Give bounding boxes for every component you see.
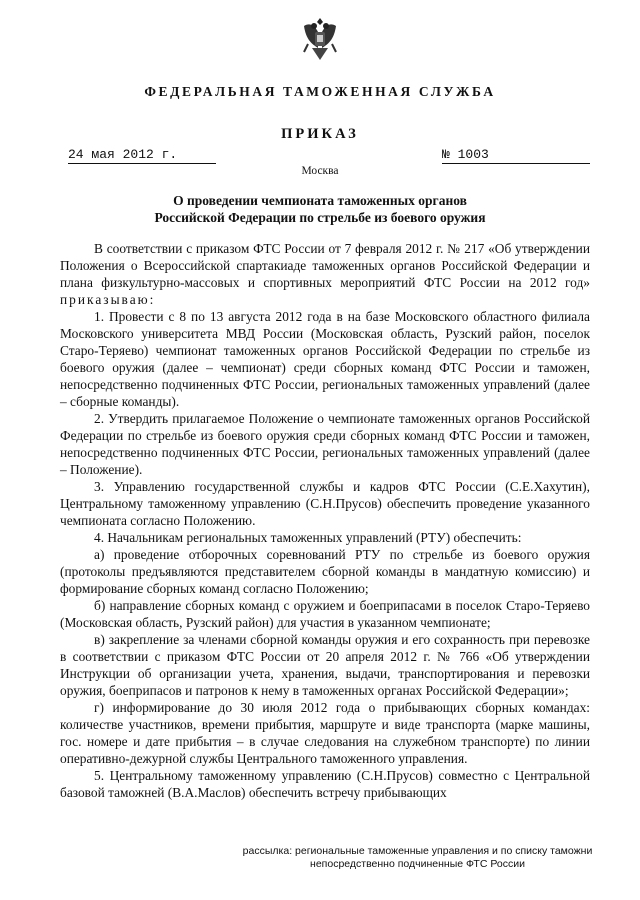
preamble-paragraph	[60, 240, 590, 308]
order-number: № 1003	[442, 147, 590, 164]
paragraph-4b: б) направление сборных команд с оружием и боеприпасами в поселок Старо-Теряево (Московская область, Рузский район) для участия в указанном чемпионате;	[60, 598, 590, 630]
mailing-line-2: непосредственно подчиненные ФТС России	[310, 858, 525, 870]
order-date: 24 мая 2012 г.	[68, 147, 216, 164]
document-type: ПРИКАЗ	[281, 126, 359, 142]
order-verb: приказываю:	[60, 292, 156, 307]
order-subject	[60, 193, 580, 226]
paragraph-5: 5. Центральному таможенному управлению (С.Н.Прусов) совместно с Центральной базовой таможней (В.А.Маслов) обеспечить встречу прибывающих	[60, 768, 590, 800]
double-headed-eagle-emblem-icon	[300, 14, 340, 62]
paragraph-4: 4. Начальникам региональных таможенных управлений (РТУ) обеспечить:	[94, 530, 522, 545]
mailing-list-note	[210, 845, 625, 871]
preamble-text: В соответствии с приказом ФТС России от 7 февраля 2012 г. № 217 «Об утверждении Положения о Всероссийской спартакиаде таможенных органов Российской Федерации и плана физкультурно-массовых и спортивных мероприятий ФТС России на 2012 год»	[60, 241, 590, 290]
subject-line-2: Российской Федерации по стрельбе из боевого оружия	[154, 209, 486, 225]
paragraph-4a: а) проведение отборочных соревнований РТУ по стрельбе из боевого оружия (протоколы предъявляются представителем сборной команды в мандатную комиссию) и формирование сборных команд согласно Положению;	[60, 547, 590, 596]
agency-name: ФЕДЕРАЛЬНАЯ ТАМОЖЕННАЯ СЛУЖБА	[144, 84, 496, 99]
subject-line-1: О проведении чемпионата таможенных органов	[173, 193, 467, 208]
paragraph-4d: г) информирование до 30 июля 2012 года о прибывающих сборных командах: количестве участников, времени прибытия, маршруте и виде транспорта (марке машины, гос. номере и дате прибытия – в случае следования на служебном транспорте) по линии оперативно-дежурной службы Центрального таможенного управления.	[60, 700, 590, 766]
paragraph-4c: в) закрепление за членами сборной команды оружия и его сохранность при перевозке в соответствии с приказом ФТС России от 20 апреля 2012 г. № 766 «Об утверждении Инструкции об организации учета, хранения, выдачи, транспортирования и перевозки оружия, боеприпасов и патронов к нему в таможенных органах Российской Федерации»;	[60, 632, 590, 698]
mailing-line-1: рассылка: региональные таможенные управления и по списку таможни	[242, 845, 593, 857]
paragraph-3: 3. Управлению государственной службы и кадров ФТС России (С.Е.Хахутин), Центральному таможенному управлению (С.Н.Прусов) обеспечить проведение указанного чемпионата согласно Положению.	[60, 479, 590, 528]
paragraph-1: 1. Провести с 8 по 13 августа 2012 года в на базе Московского областного филиала Московского университета МВД России (Московская область, Рузский район, поселок Старо-Теряево) чемпионат таможенных органов Российской Федерации по стрельбе из боевого оружия (далее – чемпионат) среди сборных команд ФТС России и таможен, непосредственно подчиненных ФТС России, региональных таможенных управлений (далее – сборные команды).	[60, 309, 590, 409]
issue-city: Москва	[301, 165, 339, 177]
order-body	[60, 240, 590, 801]
paragraph-2: 2. Утвердить прилагаемое Положение о чемпионате таможенных органов Российской Федерации по стрельбе из боевого оружия среди сборных команд ФТС России и таможен, непосредственно подчиненных ФТС России, региональных таможенных управлений (далее – Положение).	[60, 411, 590, 477]
